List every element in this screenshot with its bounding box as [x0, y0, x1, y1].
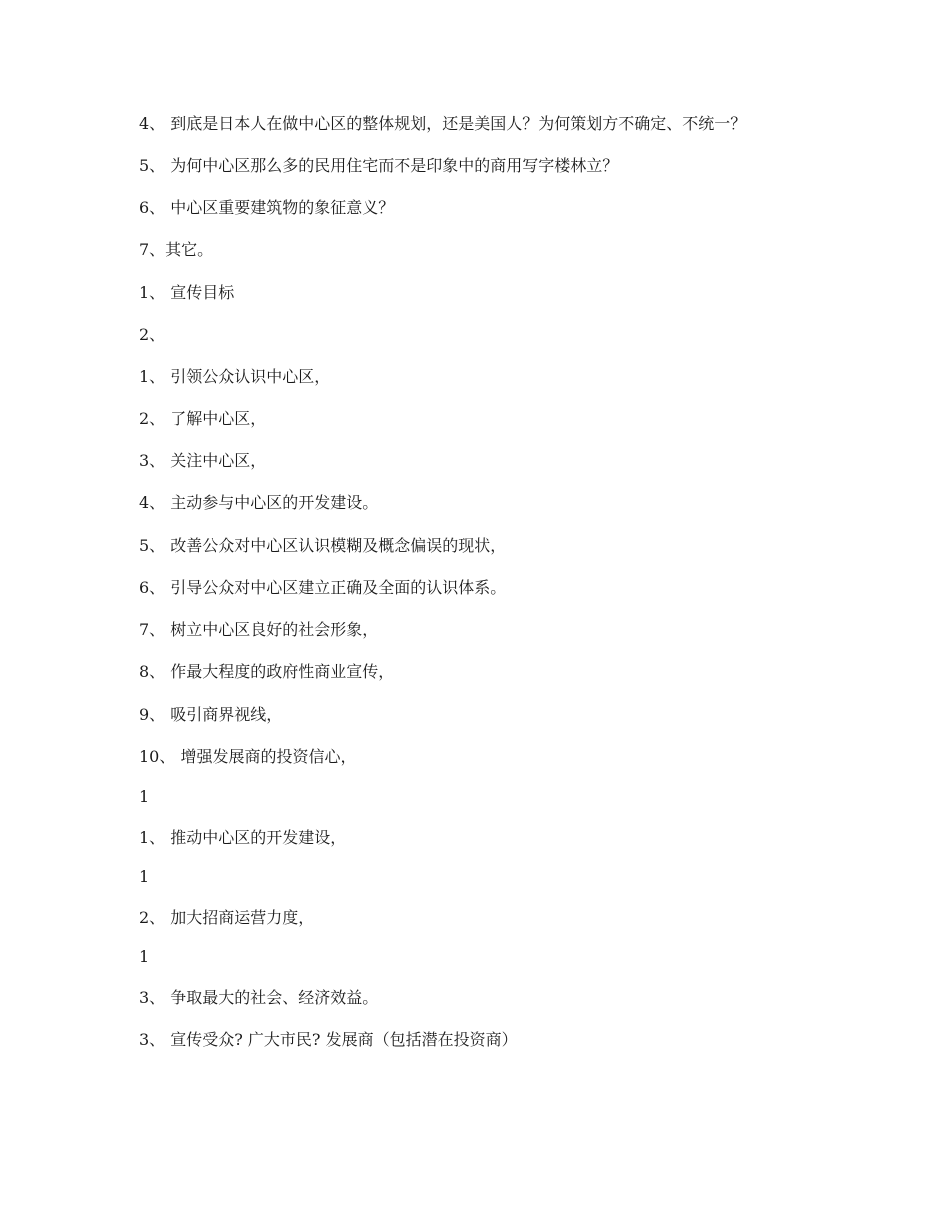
text-line: 7、其它。: [139, 240, 214, 259]
text-line: 1、 宣传目标: [139, 283, 235, 302]
text-line: 7、 树立中心区良好的社会形象，: [139, 620, 379, 639]
text-line: 1: [139, 947, 150, 966]
text-line: 1、 推动中心区的开发建设，: [139, 828, 347, 847]
text-line: 2、 了解中心区，: [139, 409, 267, 428]
text-line: 6、 中心区重要建筑物的象征意义？: [139, 198, 395, 217]
text-line: 1: [139, 867, 150, 886]
text-line: 3、 宣传受众? 广大市民? 发展商（包括潜在投资商）: [139, 1030, 518, 1049]
text-line: 1: [139, 787, 150, 806]
text-line: 6、 引导公众对中心区建立正确及全面的认识体系。: [139, 578, 507, 597]
text-line: 1、 引领公众认识中心区，: [139, 367, 331, 386]
text-line: 3、 关注中心区，: [139, 451, 267, 470]
text-line: 2、: [139, 325, 166, 344]
text-line: 4、 主动参与中心区的开发建设。: [139, 493, 379, 512]
text-line: 5、 改善公众对中心区认识模糊及概念偏误的现状，: [139, 536, 507, 555]
text-line: 5、 为何中心区那么多的民用住宅而不是印象中的商用写字楼林立？: [139, 156, 619, 175]
text-line: 9、 吸引商界视线，: [139, 705, 283, 724]
text-line: 10、 增强发展商的投资信心，: [139, 747, 357, 766]
text-line: 8、 作最大程度的政府性商业宣传，: [139, 662, 395, 681]
text-line: 2、 加大招商运营力度，: [139, 908, 315, 927]
text-line: 3、 争取最大的社会、经济效益。: [139, 988, 379, 1007]
text-line: 4、 到底是日本人在做中心区的整体规划，还是美国人？为何策划方不确定、不统一？: [139, 114, 747, 133]
